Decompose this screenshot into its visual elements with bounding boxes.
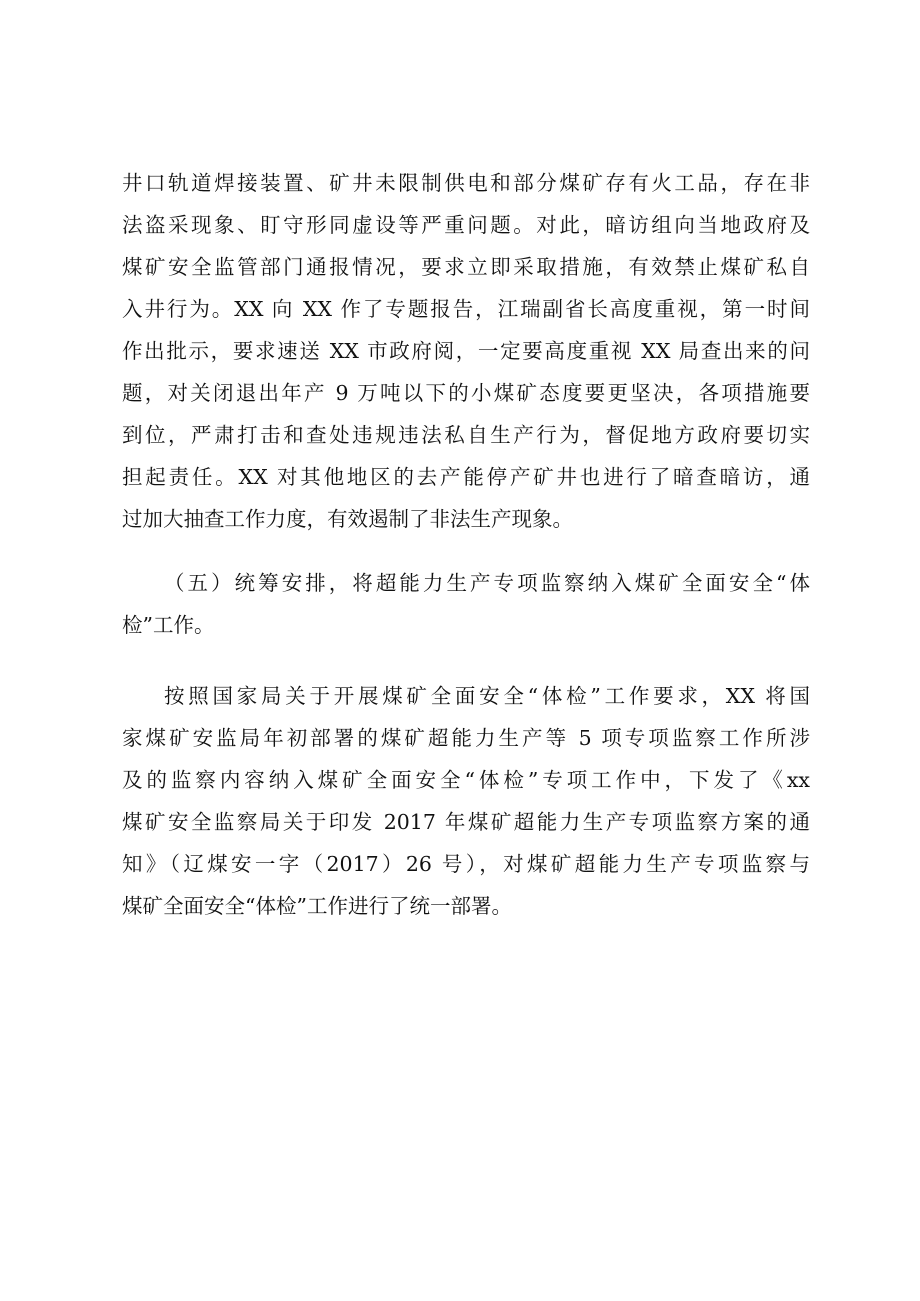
paragraph-line: 井口轨道焊接装置、矿井未限制供电和部分煤矿存有火工品，存在非 [122, 171, 810, 195]
paragraph-line: 家煤矿安监局年初部署的煤矿超能力生产等 5 项专项监察工作所涉 [122, 726, 810, 750]
paragraph-line: 煤矿安全监察局关于印发 2017 年煤矿超能力生产专项监察方案的通 [122, 810, 810, 834]
heading-line: （五）统筹安排，将超能力生产专项监察纳入煤矿全面安全“体 [164, 571, 810, 595]
heading-line: 检”工作。 [122, 613, 215, 637]
paragraph-line: 作出批示，要求速送 XX 市政府阅，一定要高度重视 XX 局查出来的问 [122, 339, 810, 363]
paragraph-line: 入井行为。XX 向 XX 作了专题报告，江瑞副省长高度重视，第一时间 [122, 297, 810, 321]
paragraph-line: 及的监察内容纳入煤矿全面安全“体检”专项工作中，下发了《xx [122, 768, 810, 792]
paragraph-line: 过加大抽查工作力度，有效遏制了非法生产现象。 [122, 507, 573, 531]
paragraph-line: 法盗采现象、盯守形同虚设等严重问题。对此，暗访组向当地政府及 [122, 213, 810, 237]
paragraph-line: 煤矿安全监管部门通报情况，要求立即采取措施，有效禁止煤矿私自 [122, 255, 810, 279]
paragraph-line: 按照国家局关于开展煤矿全面安全“体检”工作要求，XX 将国 [164, 684, 810, 708]
paragraph-line: 题，对关闭退出年产 9 万吨以下的小煤矿态度要更坚决，各项措施要 [122, 381, 810, 405]
paragraph-line: 到位，严肃打击和查处违规违法私自生产行为，督促地方政府要切实 [122, 423, 810, 447]
paragraph-line: 煤矿全面安全“体检”工作进行了统一部署。 [122, 894, 512, 918]
paragraph-line: 知》（辽煤安一字（2017）26 号），对煤矿超能力生产专项监察与 [122, 852, 810, 876]
paragraph-line: 担起责任。XX 对其他地区的去产能停产矿井也进行了暗查暗访，通 [122, 465, 810, 489]
